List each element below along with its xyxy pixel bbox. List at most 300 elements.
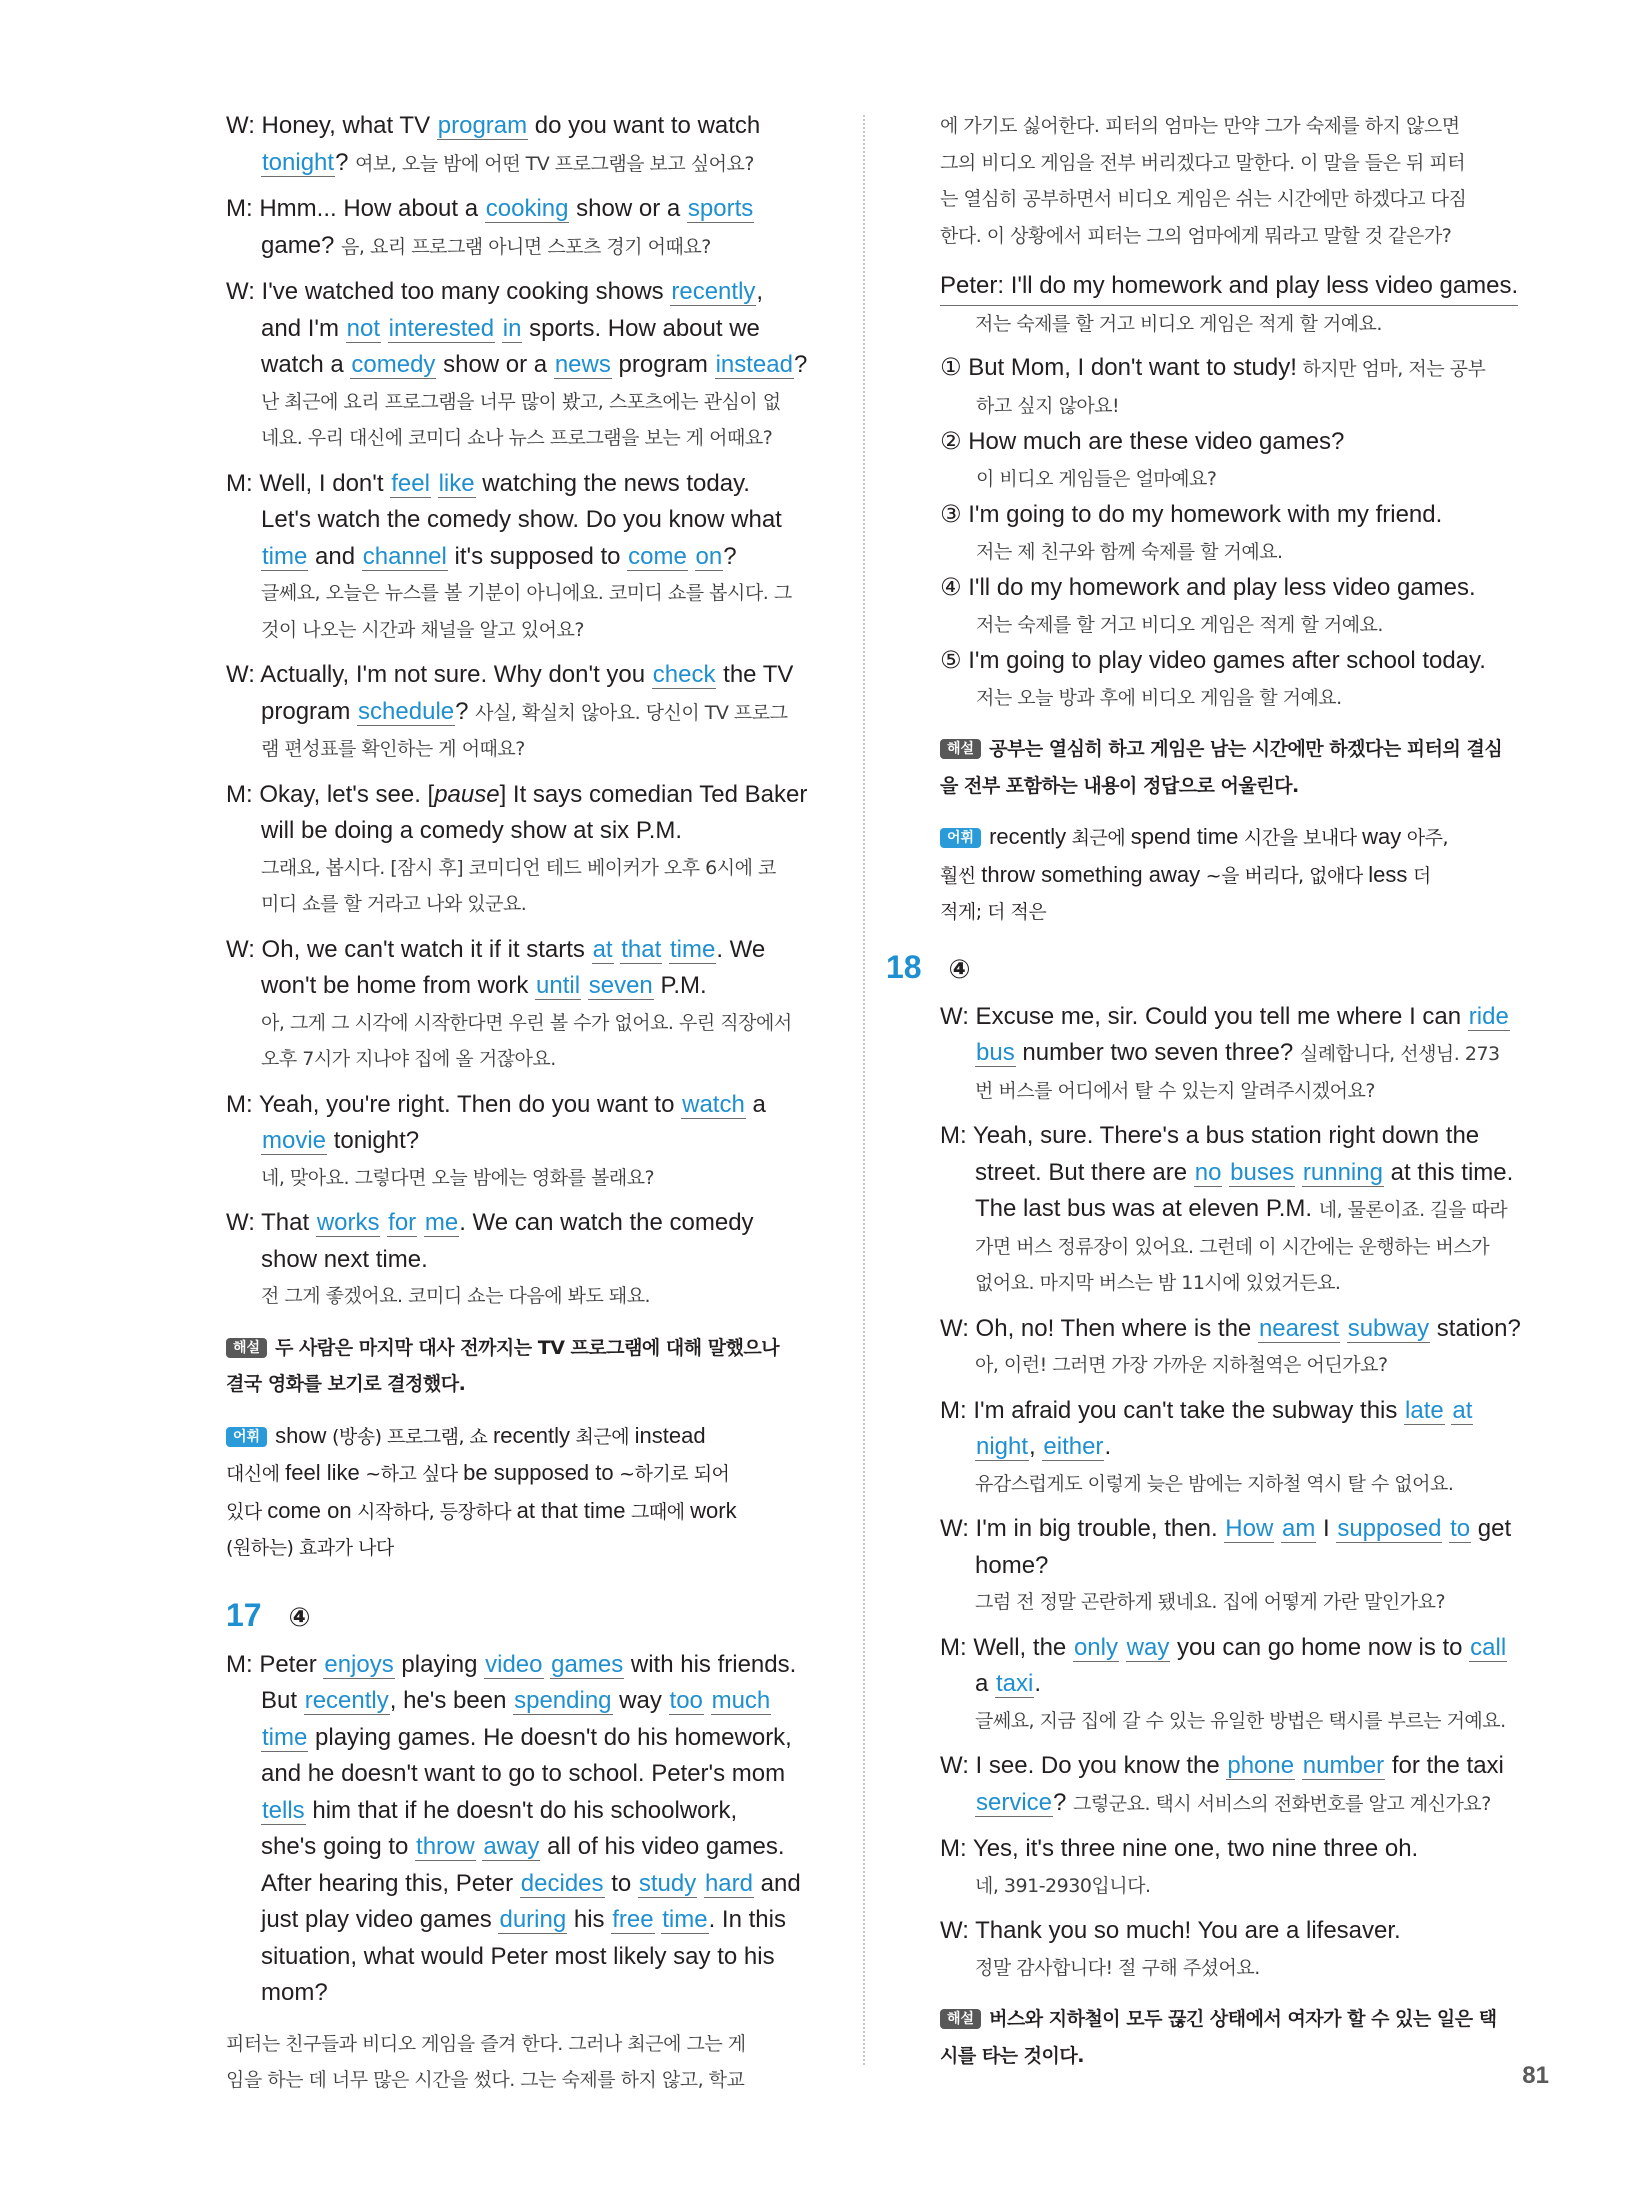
dialogue-line: [226, 657, 852, 694]
filled-blank: interested: [388, 314, 495, 342]
option-text: I'm going to do my homework with my friend.: [968, 501, 1443, 528]
text: W: Thank you so much! You are a lifesaver.: [940, 1917, 1401, 1944]
vocab-term: less: [1368, 861, 1408, 887]
dialogue-line: [226, 1793, 852, 1830]
filled-blank: in: [502, 314, 522, 342]
dialogue-line: [226, 108, 852, 145]
dialogue-line: [226, 347, 852, 384]
text: ] It says comedian Ted Baker: [499, 780, 808, 808]
note-line: [226, 1530, 852, 1567]
filled-blank: news: [554, 351, 611, 378]
text: you can go home now is to: [1170, 1633, 1470, 1661]
filled-blank: video: [485, 1650, 543, 1678]
dialogue-line: [940, 1913, 1554, 1950]
filled-blank: comedy: [351, 351, 436, 378]
korean-text: 아, 이런! 그러면 가장 가까운 지하철역은 어딘가요?: [975, 1354, 1388, 1376]
dialogue-line: [940, 1191, 1554, 1229]
text: show next time.: [261, 1245, 428, 1273]
korean-translation-line: [940, 1950, 1554, 1987]
note-line: [940, 819, 1554, 857]
dialogue-line: [226, 274, 852, 311]
text: W: I've watched too many cooking shows: [226, 278, 671, 305]
text: and: [308, 542, 362, 570]
korean-translation-line: [226, 731, 852, 768]
q18-explanation: [940, 2001, 1554, 2074]
korean-text: 유감스럽게도 이렇게 늦은 밤에는 지하철 역시 탈 수 없어요.: [975, 1472, 1454, 1495]
korean-text: 네, 맞아요. 그렇다면 오늘 밤에는 영화를 볼래요?: [261, 1166, 655, 1189]
q17-korean-translation-cont: [940, 108, 1554, 254]
korean-text: 램 편성표를 확인하는 게 어때요?: [261, 738, 525, 760]
filled-blank: hard: [704, 1869, 753, 1897]
vocab-term: recently: [989, 824, 1067, 849]
option-text: How much are these video games?: [968, 428, 1345, 455]
note-text: 시를 타는 것이다.: [940, 2044, 1084, 2067]
korean-text: 난 최근에 요리 프로그램을 너무 많이 봤고, 스포츠에는 관심이 없: [261, 390, 781, 413]
vocab-term: feel like: [285, 1460, 360, 1485]
filled-blank: way: [1126, 1633, 1170, 1661]
option-number: ①: [940, 354, 969, 381]
option-korean-line: 저는 숙제를 할 거고 비디오 게임은 적게 할 거예요.: [976, 613, 1383, 636]
korean-text: 네, 391-2930입니다.: [975, 1874, 1151, 1897]
q17-answer-line: Peter: I'll do my homework and play less video games.: [940, 268, 1518, 306]
text: home?: [975, 1551, 1049, 1579]
vocab-meaning: (방송) 프로그램, 쇼: [326, 1425, 493, 1448]
vocab-term: recently: [492, 1422, 570, 1448]
vocab-meaning: 최근에: [1066, 827, 1131, 849]
vocab-term: spend time: [1130, 824, 1239, 849]
korean-text: 글쎄요, 오늘은 뉴스를 볼 기분이 아니에요. 코미디 쇼를 봅시다. 그: [261, 582, 792, 604]
note-line: [226, 1455, 852, 1493]
vocab-term: way: [1362, 824, 1402, 849]
dialogue-line: [226, 191, 852, 228]
korean-translation-line: [226, 886, 852, 923]
q17-korean-translation: [226, 2026, 852, 2099]
text: I: [1316, 1515, 1337, 1542]
text: with his friends.: [624, 1650, 797, 1678]
column-divider: [863, 115, 865, 2065]
text: W: I see. Do you know the: [940, 1752, 1227, 1779]
korean-translation-line: [940, 1347, 1554, 1384]
vocab-meaning: 최근에: [569, 1425, 635, 1448]
text: . In this: [708, 1906, 786, 1933]
text: the TV: [716, 661, 794, 688]
text: . We can watch the comedy: [459, 1209, 754, 1236]
text: [697, 1870, 704, 1897]
vocab-meaning: 더: [1407, 864, 1431, 887]
text: [431, 470, 438, 497]
text: M: Yeah, you're right. Then do you want to: [226, 1090, 682, 1118]
filled-blank: during: [499, 1906, 567, 1933]
q16-vocabulary: [226, 1418, 852, 1567]
filled-blank: bus: [976, 1039, 1015, 1066]
filled-blank: time: [262, 1723, 308, 1751]
text: [381, 315, 388, 342]
filled-blank: nearest: [1258, 1314, 1340, 1342]
option-korean-line: 하고 싶지 않아요!: [976, 394, 1120, 417]
dialogue-line: [226, 1756, 852, 1793]
korean-translation-line: [226, 1160, 852, 1197]
q17-answer-block: [940, 268, 1554, 342]
korean-translation-line: [226, 1041, 852, 1078]
vocab-meaning: 그때에: [625, 1500, 691, 1523]
note-tag: 어휘: [226, 1427, 267, 1447]
korean-text: 정말 감사합니다! 절 구해 주셨어요.: [975, 1956, 1260, 1979]
korean-translation-line: [940, 1073, 1554, 1110]
korean-text: 실례합니다, 선생님. 273: [1299, 1043, 1500, 1065]
filled-blank: time: [262, 542, 308, 570]
dialogue-line: [226, 694, 852, 732]
filled-blank: sports: [687, 195, 754, 222]
vocab-term: instead: [634, 1422, 706, 1448]
text: , he's been: [389, 1687, 514, 1714]
filled-blank: enjoys: [324, 1650, 394, 1678]
filled-blank: at: [592, 935, 613, 963]
filled-blank: buses: [1230, 1158, 1295, 1186]
text: ?: [793, 351, 808, 378]
text: him that if he doesn't do his schoolwork,: [305, 1796, 738, 1824]
text: M: Well, the: [940, 1633, 1073, 1661]
note-line: [940, 2001, 1554, 2038]
vocab-term: show: [275, 1422, 327, 1448]
text: program: [261, 697, 358, 725]
filled-blank: games: [551, 1650, 624, 1678]
note-text: 두 사람은 마지막 대사 전까지는 TV 프로그램에 대해 말했으나: [275, 1336, 780, 1359]
dialogue-line: [940, 1630, 1554, 1667]
vocab-meaning: 아주,: [1401, 827, 1449, 849]
text: station?: [1430, 1314, 1521, 1342]
text: Let's watch the comedy show. Do you know what: [261, 506, 782, 533]
filled-blank: cooking: [485, 195, 569, 222]
filled-blank: me: [424, 1209, 459, 1236]
note-tag: 어휘: [940, 828, 981, 848]
dialogue-line: [940, 1429, 1554, 1466]
text: [1295, 1752, 1302, 1779]
dialogue-line: [940, 1035, 1554, 1073]
text: [581, 972, 588, 999]
filled-blank: number: [1302, 1752, 1385, 1779]
dialogue-line: [226, 502, 852, 539]
filled-blank: subway: [1347, 1314, 1430, 1342]
text: show or a: [569, 195, 687, 222]
dialogue-line: [226, 1939, 852, 1976]
dialogue-line: [226, 145, 852, 183]
filled-blank: night: [976, 1433, 1029, 1460]
filled-blank: ride: [1468, 1002, 1509, 1030]
filled-blank: check: [652, 661, 716, 688]
text: get: [1471, 1515, 1512, 1542]
filled-blank: time: [669, 935, 716, 963]
text: it's supposed to: [447, 542, 628, 570]
q18-header: [886, 945, 1554, 991]
korean-text: 번 버스를 어디에서 탈 수 있는지 알려주시겠어요?: [975, 1079, 1375, 1102]
korean-translation-line: [226, 850, 852, 887]
text: W: Oh, no! Then where is the: [940, 1314, 1258, 1342]
text: ?: [1053, 1788, 1074, 1816]
vocab-meaning: 훨씬: [940, 864, 982, 887]
dialogue-line: [940, 1311, 1554, 1348]
note-text: 버스와 지하철이 모두 끊긴 상태에서 여자가 할 수 있는 일은 택: [989, 2008, 1497, 2030]
text: program: [611, 351, 715, 378]
filled-blank: only: [1073, 1633, 1118, 1661]
filled-blank: throw: [416, 1833, 475, 1860]
vocab-meaning: 시작하다, 등장하다: [351, 1500, 517, 1523]
note-line: [226, 1366, 852, 1403]
filled-blank: channel: [362, 542, 447, 570]
korean-translation-line: [226, 612, 852, 649]
vocab-meaning: (원하는) 효과가 나다: [226, 1537, 394, 1559]
korean-translation-line: [226, 1278, 852, 1315]
text: watch a: [261, 351, 351, 378]
text: M: Peter: [226, 1650, 324, 1678]
filled-blank: away: [483, 1833, 540, 1860]
dialogue-line: [226, 1647, 852, 1684]
filled-blank: for: [388, 1209, 417, 1236]
q18-number: 18: [886, 948, 922, 985]
answer-option: [940, 350, 1554, 388]
dialogue-line: [940, 1831, 1554, 1868]
text: playing: [394, 1650, 485, 1678]
filled-blank: too: [669, 1687, 703, 1714]
filled-blank: on: [695, 542, 723, 570]
filled-blank: much: [711, 1687, 771, 1714]
korean-translation-line: [940, 1703, 1554, 1740]
text: W: I'm in big trouble, then.: [940, 1515, 1225, 1542]
option-korean-line: 이 비디오 게임들은 얼마예요?: [976, 467, 1217, 490]
vocab-meaning: ~하고 싶다: [359, 1463, 464, 1485]
text: [495, 315, 502, 342]
filled-blank: How: [1225, 1515, 1274, 1542]
text: W: That: [226, 1209, 316, 1236]
right-column: [886, 108, 1554, 2074]
filled-blank: either: [1043, 1433, 1104, 1460]
text: ,: [1029, 1433, 1043, 1460]
korean-translation-line: [940, 1265, 1554, 1302]
option-number: ③: [940, 501, 969, 528]
note-tag: 해설: [940, 739, 981, 759]
option-number: ②: [940, 428, 969, 455]
text: will be doing a comedy show at six P.M.: [261, 817, 683, 844]
text: do you want to watch: [528, 112, 761, 139]
text: [417, 1209, 424, 1236]
dialogue-line: [226, 1242, 852, 1279]
dialogue-line: [226, 932, 852, 969]
korean-text: 사실, 확실치 않아요. 당신이 TV 프로그: [475, 701, 788, 724]
text: W: Oh, we can't watch it if it starts: [226, 935, 592, 963]
dialogue-line: [226, 813, 852, 850]
filled-blank: late: [1405, 1396, 1444, 1424]
korean-translation-line: [226, 384, 852, 421]
filled-blank: no: [1194, 1158, 1222, 1186]
korean-text: 것이 나오는 시간과 채널을 알고 있어요?: [261, 618, 584, 641]
filled-blank: call: [1470, 1633, 1507, 1661]
text: to: [604, 1869, 638, 1897]
filled-blank: spending: [514, 1687, 612, 1714]
text: and: [753, 1869, 801, 1897]
korean-translation-line: [940, 1229, 1554, 1266]
page-number: 81: [1522, 2062, 1549, 2089]
dialogue-line: [940, 1511, 1554, 1548]
dialogue-line: [226, 1866, 852, 1903]
vocab-term: at that time: [516, 1497, 626, 1523]
filled-blank: study: [638, 1869, 697, 1897]
dialogue-line: [940, 1393, 1554, 1430]
note-tag: 해설: [226, 1338, 267, 1358]
text: a: [745, 1090, 766, 1118]
q16-dialogue: [226, 108, 852, 1315]
vocab-term: throw something away: [981, 861, 1201, 887]
text: all of his video games.: [540, 1833, 785, 1860]
korean-translation-line: 에 가기도 싫어한다. 피터의 엄마는 만약 그가 숙제를 하지 않으면: [940, 115, 1460, 137]
text: tonight?: [327, 1127, 420, 1154]
text: game?: [261, 231, 342, 259]
option-text: I'm going to play video games after school today.: [968, 647, 1486, 674]
dialogue-line: [226, 777, 852, 814]
q18-answer-mark: ④: [948, 953, 971, 984]
text: [1274, 1515, 1281, 1542]
vocab-meaning: ~하기로 되어: [613, 1463, 730, 1485]
dialogue-line: [226, 539, 852, 576]
dialogue-line: [226, 1829, 852, 1866]
dialogue-line: [940, 1748, 1554, 1785]
filled-blank: service: [976, 1788, 1053, 1816]
filled-blank: tonight: [262, 148, 335, 176]
q17-answer-korean: 저는 숙제를 할 거고 비디오 게임은 적게 할 거예요.: [975, 312, 1382, 335]
text: P.M.: [653, 972, 707, 999]
note-line: [226, 1493, 852, 1531]
text: ,: [756, 278, 764, 305]
text: [688, 543, 695, 570]
note-line: [940, 768, 1554, 805]
text: ?: [723, 542, 737, 570]
text: M: I'm afraid you can't take the subway this: [940, 1396, 1405, 1424]
filled-blank: am: [1281, 1515, 1316, 1542]
text: W: Honey, what TV: [226, 112, 437, 139]
korean-translation-line: 임을 하는 데 너무 많은 시간을 썼다. 그는 숙제를 하지 않고, 학교: [226, 2069, 745, 2091]
note-line: [940, 2038, 1554, 2075]
q17-answer-mark: ④: [288, 1601, 311, 1632]
filled-blank: feel: [391, 469, 430, 497]
text: After hearing this, Peter: [261, 1869, 520, 1897]
filled-blank: decides: [520, 1869, 604, 1897]
text: won't be home from work: [261, 972, 536, 999]
korean-translation-line: [226, 420, 852, 457]
korean-translation-line: 는 열심히 공부하면서 비디오 게임은 쉬는 시간에만 하겠다고 다짐: [940, 188, 1467, 210]
text: But: [261, 1687, 304, 1714]
korean-text: 네, 물론이죠. 길을 따라: [1318, 1199, 1508, 1221]
vocab-meaning: 적게; 더 적은: [940, 901, 1047, 923]
dialogue-line: [940, 1155, 1554, 1192]
dialogue-line: [940, 1666, 1554, 1703]
vocab-meaning: 있다: [226, 1500, 268, 1523]
dialogue-line: [226, 311, 852, 348]
dialogue-line: [226, 1123, 852, 1160]
filled-blank: that: [621, 935, 662, 963]
text: M: Yes, it's three nine one, two nine three oh.: [940, 1835, 1419, 1862]
text: ?: [455, 697, 476, 725]
filled-blank: taxi: [996, 1670, 1034, 1697]
vocab-term: be supposed to: [463, 1460, 614, 1485]
option-number: ⑤: [940, 647, 969, 674]
q17-options: [940, 350, 1554, 716]
korean-text: 없어요. 마지막 버스는 밤 11시에 있었거든요.: [975, 1272, 1341, 1294]
filled-blank: not: [346, 314, 380, 342]
text: playing games. He doesn't do his homework,: [308, 1723, 792, 1751]
note-line: [940, 857, 1554, 895]
note-line: [940, 894, 1554, 931]
q17-explanation: [940, 731, 1554, 804]
text: show or a: [436, 351, 554, 378]
text: mom?: [261, 1979, 328, 2006]
korean-translation-line: 피터는 친구들과 비디오 게임을 즐겨 한다. 그러나 최근에 그는 게: [226, 2032, 746, 2055]
text: [704, 1687, 711, 1714]
text: [1295, 1159, 1302, 1186]
filled-blank: tells: [262, 1796, 305, 1824]
korean-text: 미디 쇼를 할 거라고 나와 있군요.: [261, 893, 527, 915]
filled-blank: come: [628, 542, 687, 570]
korean-text: 네요. 우리 대신에 코미디 쇼나 뉴스 프로그램을 보는 게 어때요?: [261, 427, 773, 449]
text: M: Well, I don't: [226, 469, 391, 497]
text: .: [1104, 1433, 1112, 1460]
dialogue-line: [940, 1785, 1554, 1823]
text: and I'm: [261, 314, 346, 342]
option-korean-line: 저는 오늘 방과 후에 비디오 게임을 할 거예요.: [976, 686, 1342, 709]
filled-blank: watch: [682, 1090, 745, 1118]
note-tag: 해설: [940, 2009, 981, 2029]
text: M: Okay, let's see. [: [226, 780, 435, 808]
filled-blank: movie: [262, 1127, 327, 1154]
q16-explanation: [226, 1330, 852, 1403]
dialogue-line: [226, 1087, 852, 1124]
filled-blank: recently: [304, 1687, 389, 1714]
dialogue-line: [940, 999, 1554, 1036]
left-column: [226, 108, 852, 2099]
note-line: [226, 1418, 852, 1456]
dialogue-line: [226, 1683, 852, 1720]
text: she's going to: [261, 1833, 416, 1860]
filled-blank: recently: [671, 278, 756, 305]
korean-text: 가면 버스 정류장이 있어요. 그런데 이 시간에는 운행하는 버스가: [975, 1235, 1490, 1258]
filled-blank: like: [438, 469, 475, 497]
dialogue-line: [226, 1902, 852, 1939]
text: number two seven three?: [1015, 1039, 1300, 1066]
note-text: 을 전부 포함하는 내용이 정답으로 어울린다.: [940, 774, 1299, 797]
italic-text: pause: [434, 780, 500, 808]
answer-option: [940, 424, 1554, 461]
filled-blank: schedule: [358, 697, 455, 725]
text: [662, 936, 669, 963]
text: [1340, 1315, 1347, 1342]
text: M: Yeah, sure. There's a bus station right down the: [940, 1122, 1480, 1149]
answer-option: [940, 497, 1554, 534]
dialogue-line: [940, 1548, 1554, 1585]
text: The last bus was at eleven P.M.: [975, 1195, 1319, 1222]
korean-translation-line: [226, 1005, 852, 1042]
dialogue-line: [226, 466, 852, 503]
filled-blank: program: [437, 112, 528, 139]
korean-text: 아, 그게 그 시각에 시작한다면 우린 볼 수가 없어요. 우린 직장에서: [261, 1011, 792, 1034]
text: situation, what would Peter most likely say to his: [261, 1942, 775, 1970]
dialogue-line: [226, 1975, 852, 2012]
korean-translation-line: [226, 575, 852, 612]
vocab-term: come on: [267, 1497, 352, 1523]
filled-blank: free: [612, 1906, 654, 1933]
korean-text: 여보, 오늘 밤에 어떤 TV 프로그램을 보고 싶어요?: [355, 152, 754, 175]
korean-text: 음, 요리 프로그램 아니면 스포츠 경기 어때요?: [341, 235, 711, 258]
text: W: Actually, I'm not sure. Why don't you: [226, 661, 652, 688]
korean-text: 전 그게 좋겠어요. 코미디 쇼는 다음에 봐도 돼요.: [261, 1285, 651, 1307]
filled-blank: running: [1302, 1158, 1383, 1186]
text: a: [975, 1670, 996, 1697]
